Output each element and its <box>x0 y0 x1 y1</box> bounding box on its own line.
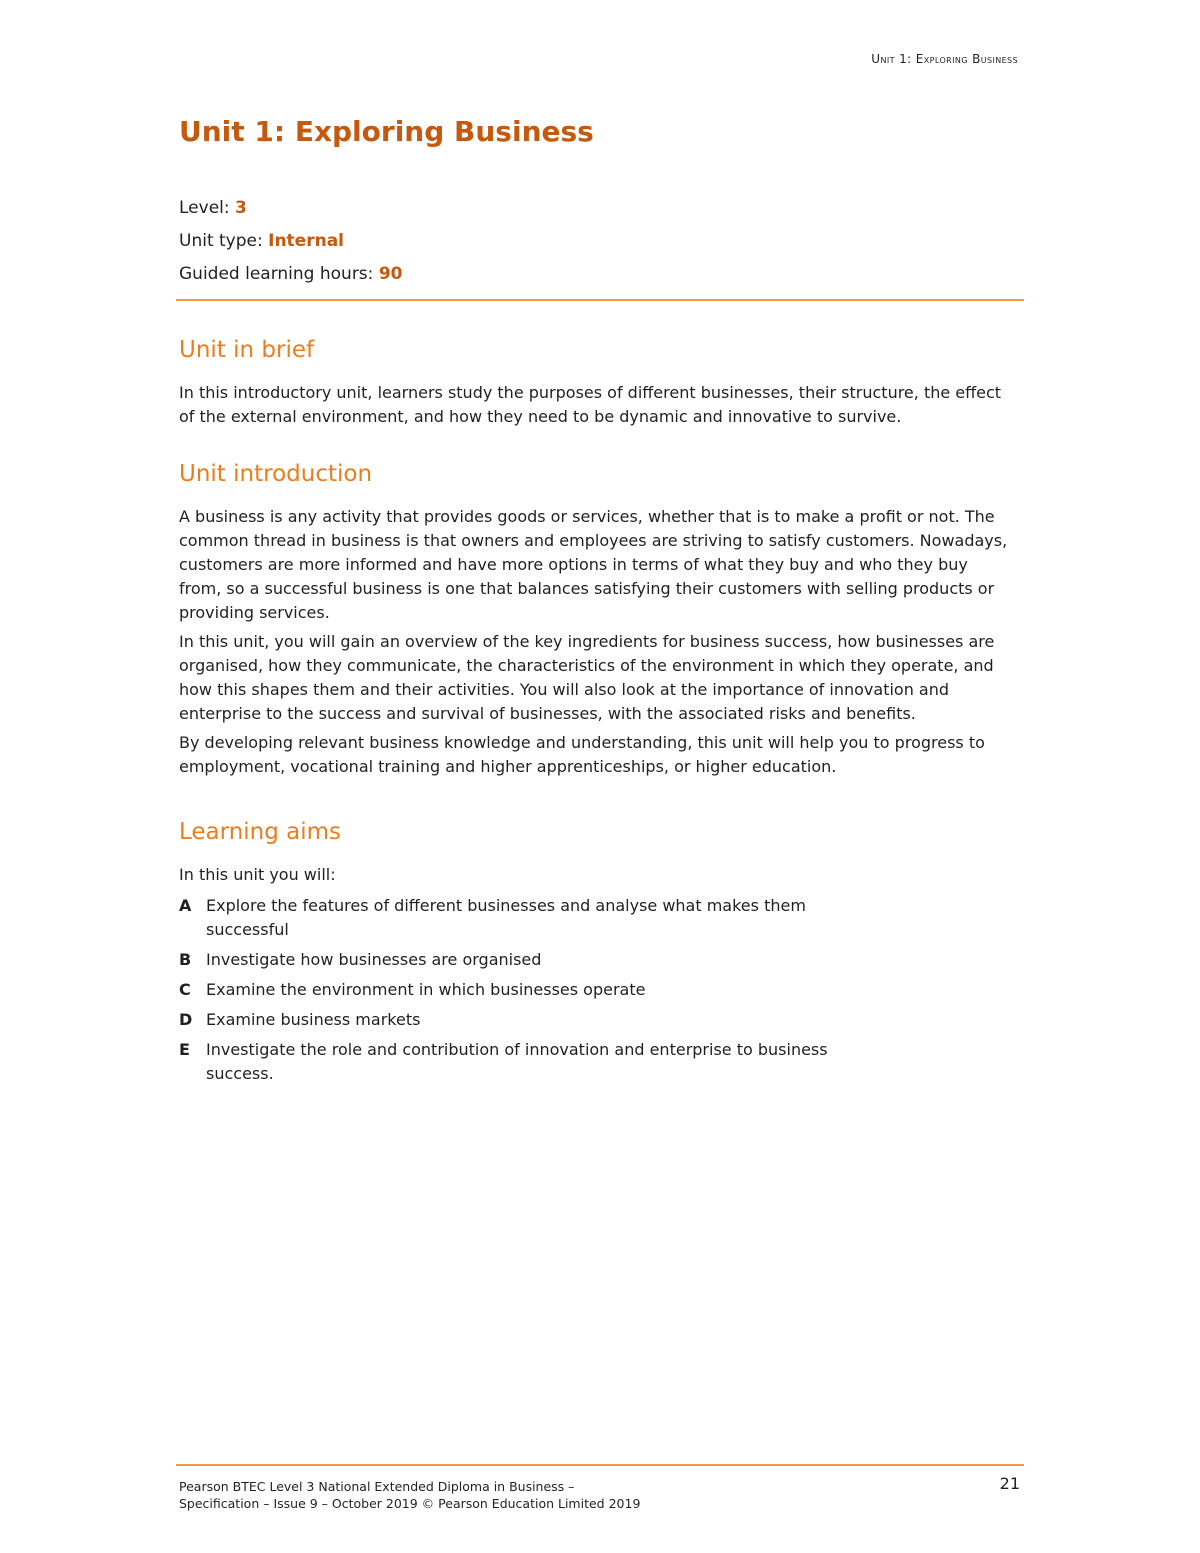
introduction-paragraph: A business is any activity that provides goods or services, whether that is to make a profit or not. The common thread in business is that owners and employees are striving to satisfy customers. Nowadays, customers are more informed and have more options in terms of what they buy and who they buy from, so a successful business is one that balances satisfying their customers with selling products or providing services. <box>179 507 1008 622</box>
footer-line: Specification – Issue 9 – October 2019 © Pearson Education Limited 2019 <box>179 1496 641 1511</box>
unit-in-brief-text: In this introductory unit, learners study the purposes of different businesses, their structure, the effect of the external environment, and how they need to be dynamic and innovative to survive. <box>179 383 1002 426</box>
footer-line: Pearson BTEC Level 3 National Extended Diploma in Business – <box>179 1479 575 1494</box>
aim-text: Explore the features of different businesses and analyse what makes them successful <box>206 896 806 939</box>
guided-hours-value: 90 <box>378 264 403 284</box>
unit-type-line <box>179 225 1024 258</box>
main-content <box>179 112 1024 1092</box>
guided-hours-line <box>179 258 1024 291</box>
aim-text: Investigate how businesses are organised <box>206 950 542 969</box>
unit-type-value: Internal <box>268 231 344 251</box>
learning-aim-item <box>179 894 869 942</box>
aim-text: Investigate the role and contribution of innovation and enterprise to business success. <box>206 1040 828 1083</box>
unit-type-label: Unit type: <box>179 231 269 251</box>
learning-aim-item <box>179 1008 869 1032</box>
learning-aims-list <box>179 894 1024 1086</box>
learning-aim-item <box>179 1038 869 1086</box>
level-value: 3 <box>235 198 247 218</box>
aim-letter: C <box>179 980 191 999</box>
footer-citation <box>179 1478 640 1512</box>
aim-letter: A <box>179 896 192 915</box>
running-header: Unit 1: Exploring Business <box>871 52 1018 66</box>
aim-text: Examine business markets <box>206 1010 421 1029</box>
learning-aims-intro: In this unit you will: <box>179 865 336 884</box>
learning-aims-heading: Learning aims <box>179 819 342 845</box>
page-number: 21 <box>999 1474 1020 1493</box>
aim-letter: B <box>179 950 192 969</box>
unit-title: Unit 1: Exploring Business <box>179 115 594 148</box>
aim-text: Examine the environment in which businesses operate <box>206 980 646 999</box>
aim-letter: E <box>179 1040 190 1059</box>
learning-aim-item <box>179 978 869 1002</box>
footer-divider <box>176 1464 1024 1466</box>
introduction-paragraph: In this unit, you will gain an overview of the key ingredients for business success, how businesses are organised, how they communicate, the characteristics of the environment in which they operate, and how this shapes them and their activities. You will also look at the importance of innovation and enterprise to the success and survival of businesses, with the associated risks and benefits. <box>179 632 995 723</box>
aim-letter: D <box>179 1010 193 1029</box>
guided-hours-label: Guided learning hours: <box>179 264 379 284</box>
introduction-paragraph: By developing relevant business knowledge and understanding, this unit will help you to progress to employment, vocational training and higher apprenticeships, or higher education. <box>179 733 985 776</box>
level-label: Level: <box>179 198 236 218</box>
unit-in-brief-heading: Unit in brief <box>179 337 315 363</box>
unit-introduction-heading: Unit introduction <box>179 461 373 487</box>
level-line <box>179 192 1024 225</box>
header-divider <box>176 299 1024 301</box>
learning-aim-item <box>179 948 869 972</box>
